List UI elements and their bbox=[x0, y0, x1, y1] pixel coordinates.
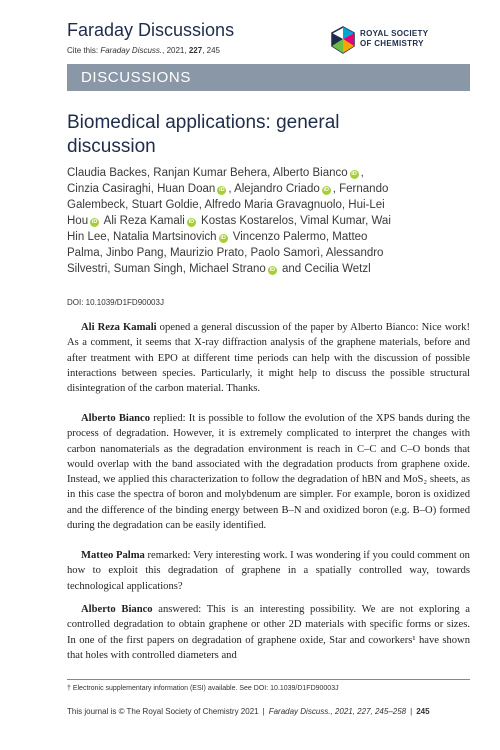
author-name[interactable]: Ali Reza Kamali bbox=[103, 215, 185, 227]
author-name[interactable]: Cinzia Casiraghi bbox=[67, 183, 151, 195]
author-separator: , bbox=[341, 199, 349, 211]
author-name[interactable]: Suman Singh bbox=[113, 263, 183, 275]
footnote: † Electronic supplementary information (ESI) available. See DOI: 10.1039/D1FD90003J bbox=[67, 685, 339, 692]
speaker-name: Alberto Bianco bbox=[81, 604, 153, 615]
orcid-icon[interactable]: iD bbox=[323, 187, 329, 193]
orcid-icon[interactable]: iD bbox=[351, 171, 357, 177]
orcid-icon[interactable]: iD bbox=[220, 235, 226, 241]
author-name[interactable]: Kostas Kostarelos bbox=[201, 215, 294, 227]
author-separator: , bbox=[99, 247, 106, 259]
cite-year: , 2021, bbox=[162, 46, 189, 55]
author-name[interactable]: Matteo Palma bbox=[67, 231, 368, 259]
paragraph-text: replied: It is possible to follow the evolution of the XPS bands during the process of degradation. However, it is extremely complicated to interpret the changes with carbon nanomaterials as the degradation environment is reach in C–C and C–O bonds that would overlap with the band associated with the degradation products from graphene oxide. Instead, we applied this characterization to follow the degradation of hBN and MoS₂ sheets, as in this case the spectra of boron and molybdenum are simpler. For example, boron is oxidized and the difference of the binding energy between B–N and oxidized boron (e.g. B–O) formed during the degradation can be easily identified. bbox=[67, 413, 471, 532]
orcid-icon[interactable]: iD bbox=[269, 267, 276, 273]
paragraph-2 bbox=[67, 411, 470, 533]
author-separator: , bbox=[228, 183, 235, 195]
publisher-line2: OF CHEMISTRY bbox=[360, 39, 424, 48]
author-name[interactable]: Alfredo Maria Gravagnuolo bbox=[204, 199, 342, 211]
speaker-name: Alberto Bianco bbox=[81, 413, 151, 424]
author-separator: and bbox=[278, 263, 305, 275]
author-name[interactable]: Vimal Kumar bbox=[300, 215, 366, 227]
author-name[interactable]: Stuart Goldie bbox=[131, 199, 199, 211]
paragraph-text: answered: This is an interesting possibility. We are not exploring a controlled degradation to obtain graphene or other 2D materials with specific forms or sizes. In one of the first papers on degradation of graphene oxide, Star and coworkers¹ have shown that holes with controlled diameters and bbox=[67, 604, 470, 661]
page-footer: This journal is © The Royal Society of Chemistry 2021 | Faraday Discuss., 2021, 227, 245–258 | 245 bbox=[67, 707, 430, 716]
author-name[interactable]: Jinbo Pang bbox=[106, 247, 164, 259]
journal-title: Faraday Discussions bbox=[67, 20, 235, 40]
author-separator: , bbox=[293, 215, 301, 227]
orcid-icon[interactable]: iD bbox=[188, 219, 195, 225]
author-name[interactable]: Cecilia Wetzl bbox=[304, 263, 371, 275]
author-separator: , bbox=[150, 183, 158, 195]
author-separator: , bbox=[325, 231, 333, 243]
cite-volume: 227 bbox=[188, 46, 203, 55]
page-number: 245 bbox=[416, 707, 430, 716]
author-name[interactable]: Vincenzo Palermo bbox=[232, 231, 326, 243]
author-name[interactable]: Claudia Backes bbox=[67, 167, 147, 179]
author-name[interactable]: Maurizio Prato bbox=[169, 247, 245, 259]
author-separator: , bbox=[244, 247, 251, 259]
publisher-name bbox=[360, 29, 428, 49]
author-separator: , bbox=[182, 263, 190, 275]
doi: DOI: 10.1039/D1FD90003J bbox=[67, 298, 164, 307]
publisher-line1: ROYAL SOCIETY bbox=[360, 29, 429, 38]
author-separator: , bbox=[198, 199, 205, 211]
cite-journal: Faraday Discuss. bbox=[100, 46, 163, 55]
paragraph-3 bbox=[67, 548, 470, 594]
footer-copyright: This journal is © The Royal Society of Chemistry 2021 bbox=[67, 707, 259, 716]
author-name[interactable]: Paolo Samorì bbox=[250, 247, 321, 259]
author-separator: , bbox=[365, 215, 372, 227]
cite-prefix: Cite this: bbox=[67, 46, 101, 55]
author-separator: , bbox=[125, 199, 132, 211]
author-name[interactable]: Natalia Martsinovich bbox=[113, 231, 217, 243]
author-separator: , bbox=[320, 247, 326, 259]
footnote-divider bbox=[67, 679, 470, 680]
author-list bbox=[67, 165, 397, 277]
author-separator: , bbox=[146, 167, 154, 179]
citation-line bbox=[67, 46, 220, 55]
paragraph-text: opened a general discussion of the paper by Alberto Bianco: Nice work! As a comment, it seems that X-ray diffraction analysis of the graphene materials, before and after treatment with EPO at different time periods can help with the discussion of possible interactions between species. Particularly, it might help to discuss the possible structural disintegration of the carbon material. Thanks. bbox=[67, 322, 470, 395]
paragraph-1 bbox=[67, 320, 470, 396]
paragraph-4 bbox=[67, 602, 470, 663]
speaker-name: Ali Reza Kamali bbox=[81, 322, 157, 333]
author-name[interactable]: Alejandro Criado bbox=[234, 183, 320, 195]
article-title: Biomedical applications: general discussion bbox=[67, 112, 340, 157]
author-name[interactable]: Wai Hin Lee bbox=[67, 215, 391, 243]
author-separator: , bbox=[360, 167, 364, 179]
orcid-icon[interactable]: iD bbox=[91, 219, 98, 225]
author-separator: , bbox=[107, 263, 114, 275]
author-separator: , bbox=[163, 247, 170, 259]
author-separator: , bbox=[106, 231, 114, 243]
paragraph-text: remarked: Very interesting work. I was wondering if you could comment on how to exploit this degradation of graphene in a spatially controlled way, towards technological applications? bbox=[67, 550, 470, 592]
publisher-logo bbox=[330, 25, 470, 59]
author-separator: , bbox=[332, 183, 340, 195]
section-banner: DISCUSSIONS bbox=[67, 64, 470, 91]
author-name[interactable]: Alessandro Silvestri bbox=[67, 247, 384, 275]
author-name[interactable]: Hui-Lei Hou bbox=[67, 199, 385, 227]
author-name[interactable]: Huan Doan bbox=[157, 183, 216, 195]
author-name[interactable]: Ranjan Kumar Behera bbox=[153, 167, 268, 179]
speaker-name: Matteo Palma bbox=[81, 550, 145, 561]
author-name[interactable]: Alberto Bianco bbox=[272, 167, 348, 179]
rsc-emblem-icon bbox=[330, 25, 356, 55]
author-name[interactable]: Michael Strano bbox=[189, 263, 266, 275]
cite-page: , 245 bbox=[202, 46, 220, 55]
author-name[interactable]: Fernando Galembeck bbox=[67, 183, 389, 211]
orcid-icon[interactable]: iD bbox=[219, 187, 225, 193]
footer-citation: Faraday Discuss., 2021, 227, 245–258 bbox=[268, 707, 407, 716]
author-separator: , bbox=[267, 167, 273, 179]
